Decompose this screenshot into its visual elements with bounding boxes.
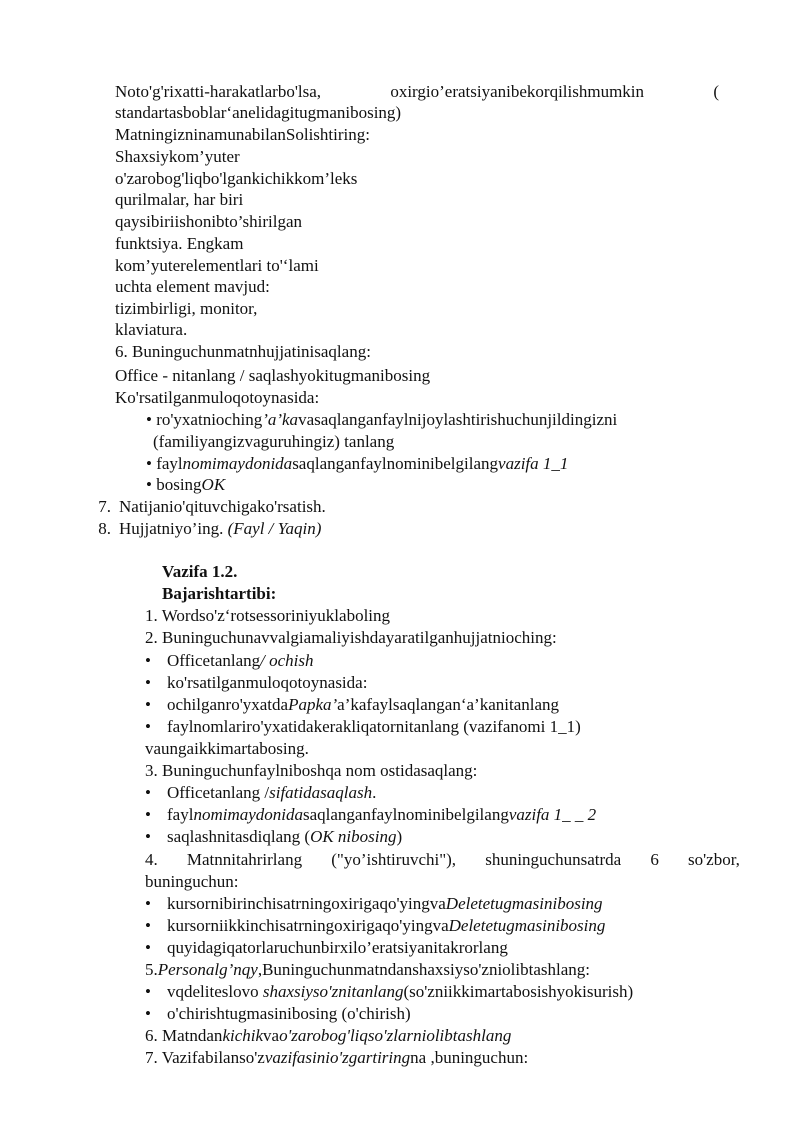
task-bullet: • quyidagiqatorlaruchunbirxilo’eratsiyanitakrorlang: [145, 938, 508, 957]
list-item: • bosingOK: [146, 475, 226, 494]
task-step-4-continuation: buninguchun:: [145, 872, 239, 891]
task-step-1: 1. Wordso'z‘rotsessoriniyuklaboling: [145, 606, 391, 625]
task-bullet: • vqdeliteslovo shaxsiyso'znitanlang(so'zniikkimartabosishyokisurish): [145, 982, 634, 1001]
task-bullet: • Officetanlang /sifatidasaqlash.: [145, 783, 377, 802]
step-6: 6. Buninguchunmatnhujjatinisaqlang:: [115, 342, 371, 361]
intro-line-1: [115, 81, 719, 102]
sample-line: Shaxsiykom’yuter: [115, 147, 240, 166]
dialog-instruction: Ko'rsatilganmuloqotoynasida:: [115, 388, 320, 407]
bullet-icon: •: [145, 805, 151, 824]
bullet-icon: •: [145, 651, 151, 670]
sample-line: kom’yuterelementlari to'‘lami: [115, 256, 319, 275]
task-bullet: • faylnomimaydonidasaqlanganfaylnominibelgilangvazifa 1_ _ 2: [145, 805, 597, 824]
list-item-continuation: (familiyangizvaguruhingiz) tanlang: [153, 432, 395, 451]
step-8: 8. Hujjatniyo’ing. (Fayl / Yaqin): [98, 519, 322, 538]
sample-line: funktsiya. Engkam: [115, 234, 244, 253]
task-bullet: • Officetanlang/ ochish: [145, 651, 314, 670]
task-bullet: • faylnomlariro'yxatidakerakliqatornitanlang (vazifanomi 1_1): [145, 717, 581, 736]
task-bullet-continuation: vaungaikkimartabosing.: [145, 739, 309, 758]
task-bullet: • saqlashnitasdiqlang (OK nibosing): [145, 827, 403, 846]
bullet-icon: •: [145, 894, 151, 913]
intro-word-1: Noto'g'rixatti-harakatlarbo'lsa,: [115, 82, 322, 101]
list-item: • faylnomimaydonidasaqlanganfaylnominibelgilangvazifa 1_1: [146, 454, 569, 473]
task-step-7: 7. Vazifabilanso'zvazifasinio'zgartiringna ,buninguchun:: [145, 1048, 529, 1067]
step-7: 7. Natijanio'qituvchigako'rsatish.: [98, 497, 326, 516]
task-step-2: 2. Buninguchunavvalgiamaliyishdayaratilganhujjatnioching:: [145, 628, 557, 647]
task-step-4: 4. Matnnitahrirlang ("yo’ishtiruvchi"), shuninguchunsatrda 6 so'zbor,: [145, 850, 740, 869]
bullet-icon: •: [145, 827, 151, 846]
task-step-6: 6. Matndankichikvao'zarobog'liqso'zlarniolibtashlang: [145, 1026, 512, 1045]
sample-line: qurilmalar, har biri: [115, 190, 244, 209]
sample-line: tizimbirligi, monitor,: [115, 299, 258, 318]
bullet-icon: •: [145, 695, 151, 714]
bullet-icon: •: [146, 454, 152, 473]
intro-line-2: standartasboblar‘anelidagitugmanibosing): [115, 103, 402, 122]
task-bullet: • kursorniikkinchisatrningoxirigaqo'yingvaDeletetugmasinibosing: [145, 916, 606, 935]
bullet-icon: •: [145, 673, 151, 692]
task-bullet: • ochilganro'yxatdaPapka’a’kafaylsaqlangan‘a’kanitanlang: [145, 695, 560, 714]
bullet-icon: •: [145, 938, 151, 957]
task-bullet: • kursornibirinchisatrningoxirigaqo'yingvaDeletetugmasinibosing: [145, 894, 603, 913]
task-bullet: • ko'rsatilganmuloqotoynasida:: [145, 673, 368, 692]
list-item: • ro'yxatnioching’a’kavasaqlanganfaylnijoylashtirishuchunjildingizni: [146, 410, 618, 429]
compare-instruction: MatningizninamunabilanSolishtiring:: [115, 125, 370, 144]
task-title: Vazifa 1.2.: [162, 562, 238, 581]
task-bullet: • o'chirishtugmasinibosing (o'chirish): [145, 1004, 411, 1023]
sample-line: uchta element mavjud:: [115, 277, 270, 296]
bullet-icon: •: [146, 410, 152, 429]
sample-line: o'zarobog'liqbo'lgankichikkom’leks: [115, 169, 358, 188]
bullet-icon: •: [145, 717, 151, 736]
intro-word-3: (: [713, 82, 719, 101]
task-step-5: 5.Personalg’nqy,Buninguchunmatndanshaxsiyso'zniolibtashlang:: [145, 960, 591, 979]
task-step-3: 3. Buninguchunfaylniboshqa nom ostidasaqlang:: [145, 761, 478, 780]
bullet-icon: •: [145, 982, 151, 1001]
bullet-icon: •: [145, 1004, 151, 1023]
sample-line: qaysibiriishonibto’shirilgan: [115, 212, 302, 231]
bullet-icon: •: [146, 475, 152, 494]
intro-word-2: oxirgio’eratsiyanibekorqilishmumkin: [390, 82, 645, 101]
office-instruction: Office - nitanlang / saqlashyokitugmanibosing: [115, 366, 431, 385]
sample-line: klaviatura.: [115, 320, 188, 339]
task-subtitle: Bajarishtartibi:: [162, 584, 277, 603]
bullet-icon: •: [145, 916, 151, 935]
bullet-icon: •: [145, 783, 151, 802]
